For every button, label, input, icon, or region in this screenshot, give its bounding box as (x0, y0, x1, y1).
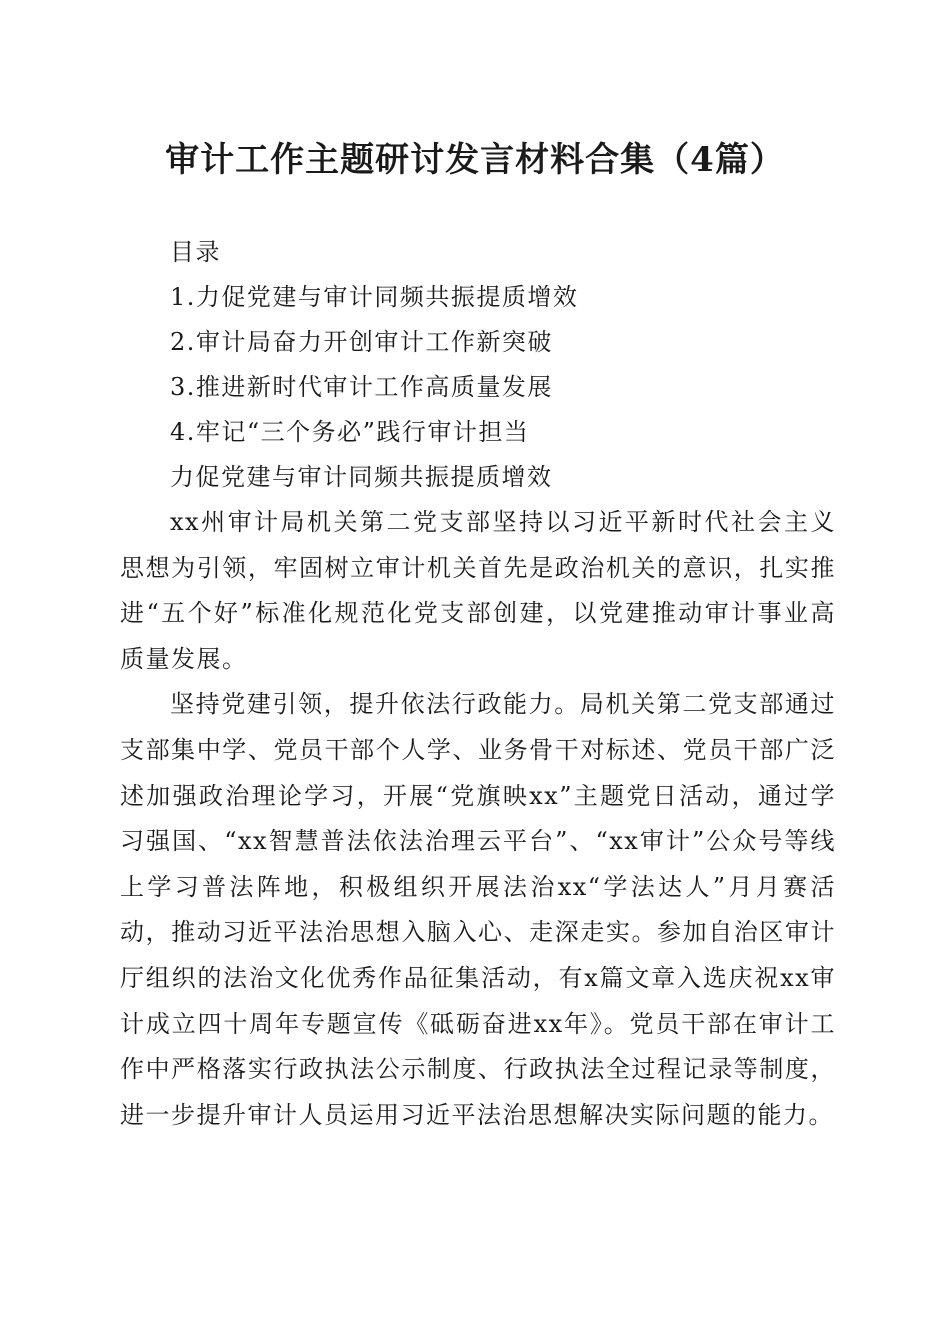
toc-item: 2.审计局奋力开创审计工作新突破 (170, 328, 553, 356)
body-paragraph: xx州审计局机关第二党支部坚持以习近平新时代社会主义思想为引领，牢固树立审计机关首先是政治机关的意识，扎实推进“五个好”标准化规范化党支部创建，以党建推动审计事业高质量发展。 (120, 508, 836, 673)
section-heading: 力促党建与审计同频共振提质增效 (170, 463, 553, 491)
toc-item: 3.推进新时代审计工作高质量发展 (170, 373, 553, 401)
document-body (120, 500, 836, 1138)
toc-item: 1.力促党建与审计同频共振提质增效 (170, 283, 579, 311)
body-paragraph: 坚持党建引领，提升依法行政能力。局机关第二党支部通过支部集中学、党员干部个人学、业务骨干对标述、党员干部广泛述加强政治理论学习，开展“党旗映xx”主题党日活动，通过学习强国、“xx智慧普法依法治理云平台”、“xx审计”公众号等线上学习普法阵地，积极组织开展法治xx“学法达人”月月赛活动，推动习近平法治思想入脑入心、走深走实。参加自治区审计厅组织的法治文化优秀作品征集活动，有x篇文章入选庆祝xx审计成立四十周年专题宣传《砥砺奋进xx年》。党员干部在审计工作中严格落实行政执法公示制度、行政执法全过程记录等制度，进一步提升审计人员运用习近平法治思想解决实际问题的能力。 (120, 690, 836, 1129)
toc-item: 4.牢记“三个务必”践行审计担当 (170, 418, 530, 446)
table-of-contents (170, 230, 830, 500)
document-title: 审计工作主题研讨发言材料合集（4篇） (165, 140, 785, 180)
toc-heading: 目录 (170, 238, 221, 266)
